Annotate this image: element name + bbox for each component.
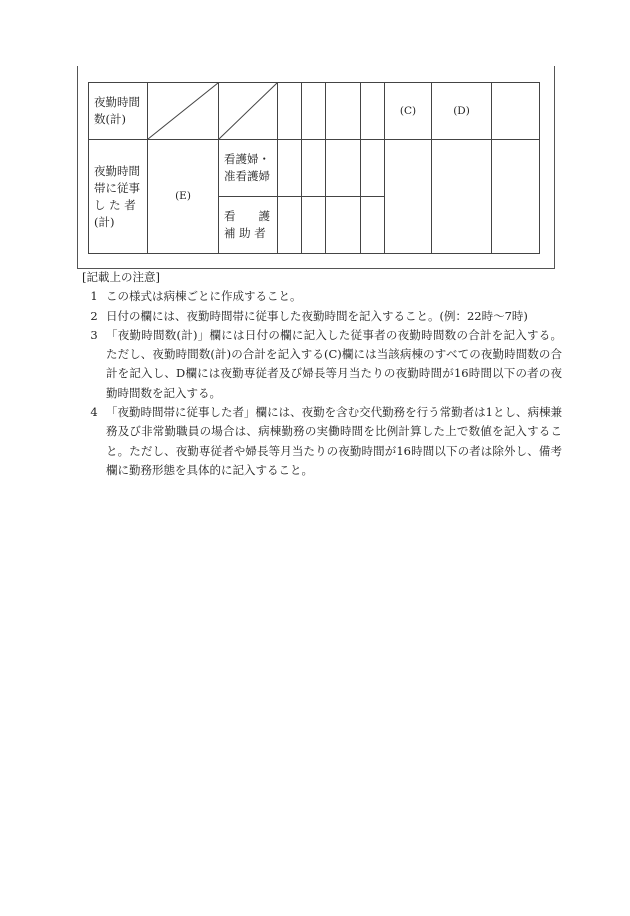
- day-cell: [361, 140, 385, 197]
- day-cell: [278, 197, 302, 254]
- notes-heading: [記載上の注意]: [82, 270, 160, 284]
- label-line: 看 護: [224, 209, 270, 223]
- label-line: 帯に従事: [94, 180, 140, 195]
- nursing-aide-label: [219, 197, 278, 254]
- label-line: 准看護婦: [224, 169, 270, 183]
- note-number: 3: [90, 327, 98, 342]
- c-total-cell: [385, 140, 432, 254]
- notes-section: [82, 268, 562, 480]
- label-line: 数(計): [94, 112, 126, 126]
- e-cell-label: (E): [148, 140, 219, 254]
- label-line: 夜勤時間: [94, 95, 140, 109]
- day-cell: [278, 83, 302, 140]
- note-number: 4: [90, 405, 98, 420]
- day-cell: [326, 140, 361, 197]
- remarks-cell: [492, 140, 540, 254]
- day-cell: [361, 197, 385, 254]
- note-text: この様式は病棟ごとに作成すること。: [106, 289, 302, 304]
- label-line: 補 助 者: [224, 226, 266, 240]
- remarks-cell: [492, 83, 540, 140]
- diagonal-strike: [148, 83, 218, 139]
- strike-cell: [219, 83, 278, 140]
- note-number: 2: [90, 308, 98, 323]
- d-column-label: (D): [432, 83, 492, 140]
- day-cell: [302, 197, 326, 254]
- diagonal-strike: [219, 83, 277, 139]
- nurse-label: [219, 140, 278, 197]
- note-text: 日付の欄には、夜勤時間帯に従事した夜勤時間を記入すること。(例：22時～7時): [106, 308, 528, 323]
- label-line: し た 者: [94, 197, 136, 212]
- day-cell: [326, 197, 361, 254]
- day-cell: [302, 140, 326, 197]
- note-number: 1: [90, 289, 98, 304]
- note-item: [82, 326, 562, 403]
- row-label-night-hours: [89, 83, 148, 140]
- note-text: 「夜勤時間帯に従事した者」欄には、夜勤を含む交代勤務を行う常勤者は1とし、病棟兼務及び非常勤職員の場合は、病棟勤務の実働時間を比例計算した上で数値を記入すること。ただし、夜勤専従者や婦長等月当たりの夜勤時間が16時間以下の者は除外し、備考欄に勤務形態を具体的に記入すること。: [106, 405, 562, 477]
- note-text: 「夜勤時間数(計)」欄には日付の欄に記入した従事者の夜勤時間数の合計を記入する。ただし、夜勤時間数(計)の合計を記入する(C)欄には当該病棟のすべての夜勤時間数の合計を記入し、D欄には夜勤専従者及び婦長等月当たりの夜勤時間が16時間以下の者の夜勤時間数を記入する。: [106, 327, 562, 400]
- label-line: 看護婦・: [224, 152, 270, 166]
- strike-cell: [148, 83, 219, 140]
- note-item: [82, 287, 562, 306]
- label-line: 夜勤時間: [94, 163, 140, 178]
- label-line: (計): [94, 214, 115, 229]
- note-item: [82, 307, 562, 326]
- day-cell: [278, 140, 302, 197]
- d-total-cell: [432, 140, 492, 254]
- c-column-label: (C): [385, 83, 432, 140]
- note-item: [82, 403, 562, 480]
- night-shift-table: [88, 82, 540, 254]
- day-cell: [302, 83, 326, 140]
- row-label-night-workers: [89, 140, 148, 254]
- day-cell: [326, 83, 361, 140]
- day-cell: [361, 83, 385, 140]
